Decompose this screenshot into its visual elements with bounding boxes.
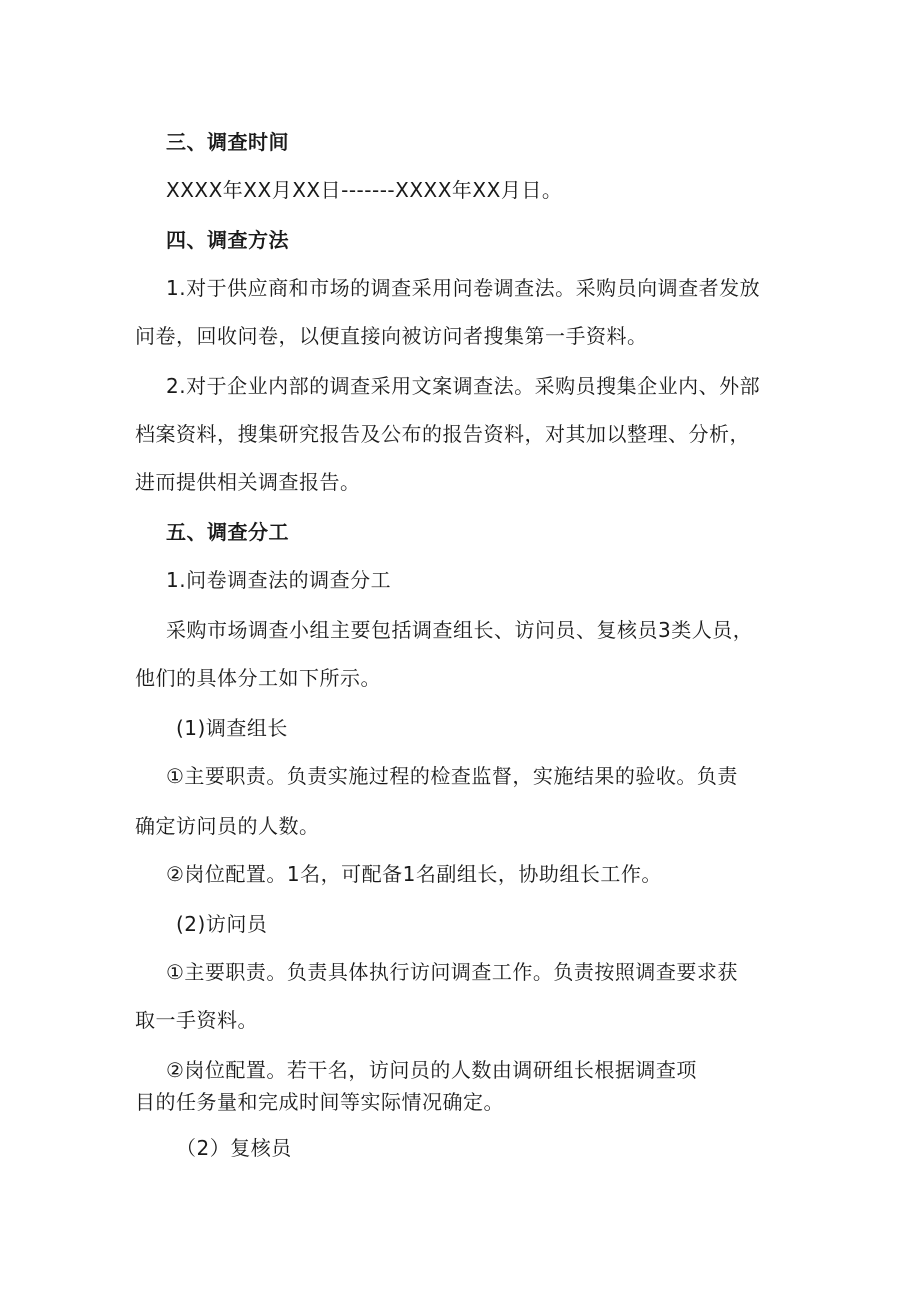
team-intro-line-2: 他们的具体分工如下所示。 xyxy=(135,666,381,690)
interviewer-config-line-2: 目的任务量和完成时间等实际情况确定。 xyxy=(135,1090,504,1114)
team-leader-duty-line-1: ①主要职责。负责实施过程的检查监督，实施结果的验收。负责 xyxy=(166,764,738,788)
subheading-questionnaire-division: 1.问卷调查法的调查分工 xyxy=(166,568,392,592)
role-title-reviewer: （2）复核员 xyxy=(176,1136,292,1160)
role-title-team-leader: (1)调查组长 xyxy=(176,716,288,740)
interviewer-config-line-1: ②岗位配置。若干名，访问员的人数由调研组长根据调查项 xyxy=(166,1058,697,1082)
method-item-2-line-2: 档案资料，搜集研究报告及公布的报告资料，对其加以整理、分析， xyxy=(135,422,750,446)
role-title-interviewer: (2)访问员 xyxy=(176,912,268,936)
section-heading-division-of-labor: 五、调查分工 xyxy=(166,520,289,544)
interviewer-duty-line-2: 取一手资料。 xyxy=(135,1008,258,1032)
team-leader-duty-line-2: 确定访问员的人数。 xyxy=(135,814,320,838)
survey-time-range: XXXX年XX月XX日-------XXXX年XX月日。 xyxy=(166,178,563,202)
section-heading-survey-time: 三、调查时间 xyxy=(166,130,289,154)
method-item-1-line-1: 1.对于供应商和市场的调查采用问卷调查法。采购员向调查者发放 xyxy=(166,276,761,300)
team-leader-config: ②岗位配置。1名，可配备1名副组长，协助组长工作。 xyxy=(166,862,662,886)
method-item-2-line-1: 2.对于企业内部的调查采用文案调查法。采购员搜集企业内、外部 xyxy=(166,374,761,398)
section-heading-survey-method: 四、调查方法 xyxy=(166,228,289,252)
method-item-1-line-2: 问卷，回收问卷，以便直接向被访问者搜集第一手资料。 xyxy=(135,324,648,348)
method-item-2-line-3: 进而提供相关调查报告。 xyxy=(135,470,361,494)
team-intro-line-1: 采购市场调查小组主要包括调查组长、访问员、复核员3类人员， xyxy=(166,618,754,642)
interviewer-duty-line-1: ①主要职责。负责具体执行访问调查工作。负责按照调查要求获 xyxy=(166,960,738,984)
